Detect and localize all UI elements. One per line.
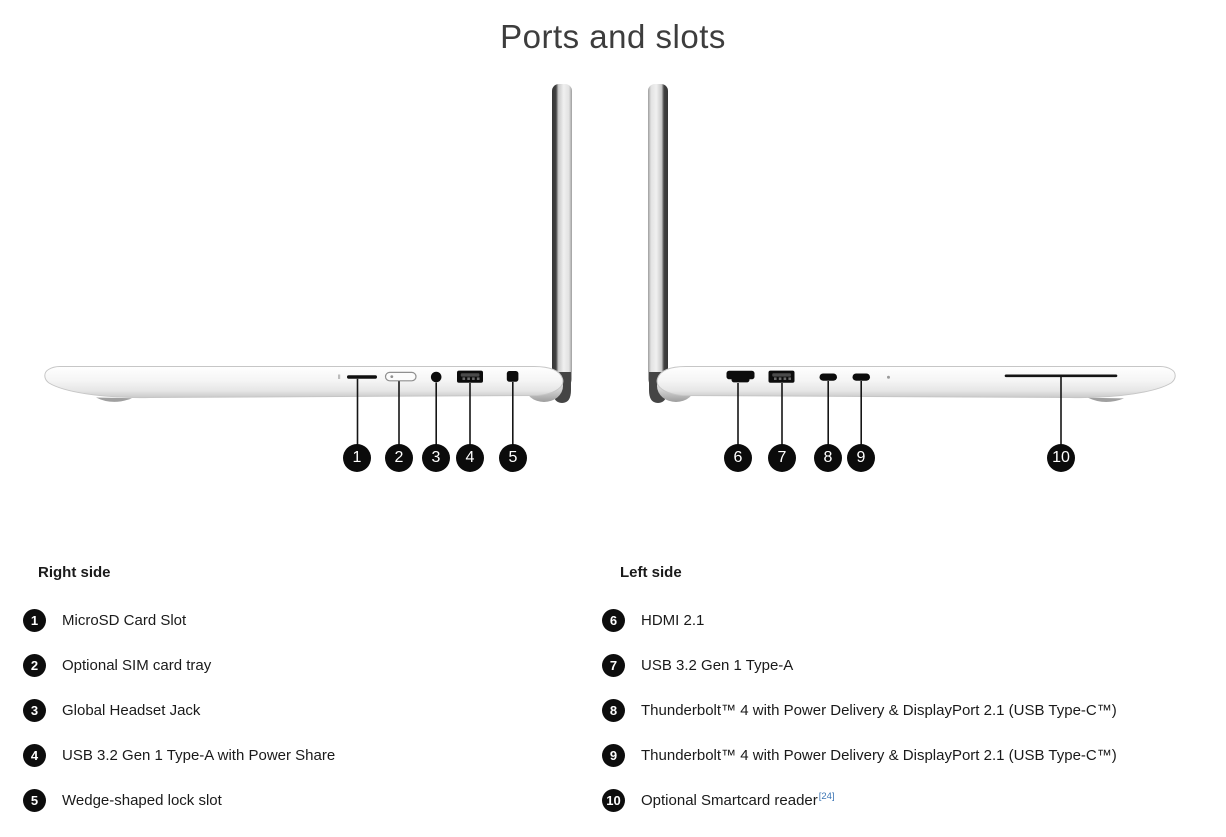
- legend-item-label: [641, 792, 835, 809]
- legend-item-label: Global Headset Jack: [62, 702, 201, 719]
- legend-item-label: USB 3.2 Gen 1 Type-A: [641, 657, 794, 674]
- legend-item-7: [602, 654, 793, 677]
- legend-badge-9: 9: [602, 744, 625, 767]
- legend-badge-4: 4: [23, 744, 46, 767]
- legend-badge-7: 7: [602, 654, 625, 677]
- legend-item-1: [23, 609, 186, 632]
- legend-item-label: USB 3.2 Gen 1 Type-A with Power Share: [62, 747, 336, 764]
- legend-item-label: MicroSD Card Slot: [62, 612, 187, 629]
- legend-item-10: [602, 789, 835, 812]
- callout-2: 2: [385, 444, 413, 472]
- callout-8: 8: [814, 444, 842, 472]
- callout-10: 10: [1047, 444, 1075, 472]
- legend-badge-1: 1: [23, 609, 46, 632]
- callout-1: 1: [343, 444, 371, 472]
- legend-item-3: [23, 699, 200, 722]
- callout-3: 3: [422, 444, 450, 472]
- legend-badge-6: 6: [602, 609, 625, 632]
- page-title: Ports and slots: [500, 18, 726, 55]
- legend-badge-2: 2: [23, 654, 46, 677]
- callout-9: 9: [847, 444, 875, 472]
- callout-4: 4: [456, 444, 484, 472]
- legend-item-label: Thunderbolt™ 4 with Power Delivery & DisplayPort 2.1 (USB Type-C™): [641, 702, 1117, 719]
- legend-item-8: [602, 699, 1117, 722]
- legend-item-6: [602, 609, 704, 632]
- callout-7: 7: [768, 444, 796, 472]
- legend-badge-3: 3: [23, 699, 46, 722]
- legend-item-5: [23, 789, 222, 812]
- legend-item-9: [602, 744, 1117, 767]
- legend-badge-8: 8: [602, 699, 625, 722]
- legend-item-label: HDMI 2.1: [641, 612, 705, 629]
- legend-item-2: [23, 654, 211, 677]
- legend-badge-5: 5: [23, 789, 46, 812]
- right-side-heading: Right side: [38, 564, 111, 581]
- callout-6: 6: [724, 444, 752, 472]
- legend-item-label-text: Optional Smartcard reader: [641, 792, 818, 809]
- legend-badge-10: 10: [602, 789, 625, 812]
- callout-5: 5: [499, 444, 527, 472]
- legend-item-4: [23, 744, 335, 767]
- footnote-link-24[interactable]: [24]: [818, 791, 835, 802]
- legend-item-label: Thunderbolt™ 4 with Power Delivery & DisplayPort 2.1 (USB Type-C™): [641, 747, 1117, 764]
- legend-item-label: Optional SIM card tray: [62, 657, 212, 674]
- left-side-heading: Left side: [620, 564, 682, 581]
- legend-item-label: Wedge-shaped lock slot: [62, 792, 222, 809]
